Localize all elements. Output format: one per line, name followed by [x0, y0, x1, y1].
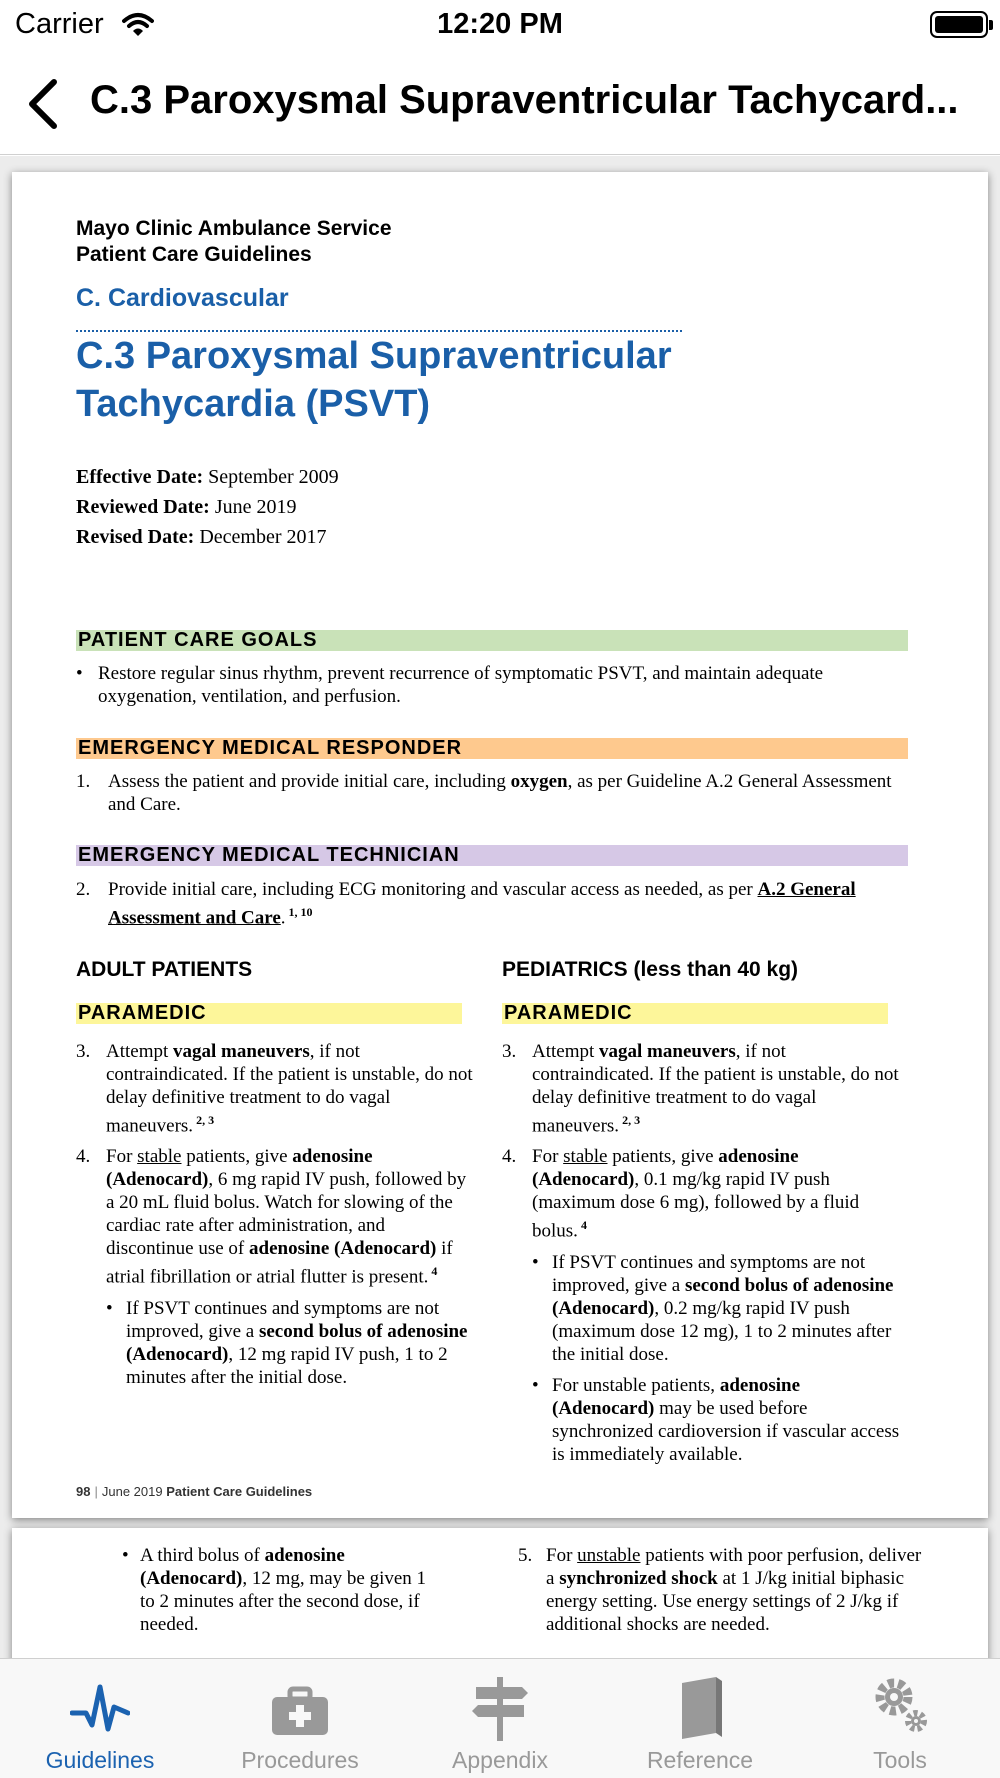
heartbeat-icon	[70, 1673, 130, 1743]
title-line-2: Tachycardia (PSVT)	[76, 383, 431, 425]
tab-bar	[0, 1658, 1000, 1778]
goals-header: PATIENT CARE GOALS	[76, 630, 908, 651]
organization-header	[76, 216, 392, 268]
tab-label: Tools	[873, 1747, 927, 1773]
adult-paramedic-header: PARAMEDIC	[76, 1003, 462, 1024]
third-bolus-bullet: • A third bolus of adenosine (Adenocard), 12 mg, may be given 1 to 2 minutes after the second dose, if needed.	[122, 1545, 427, 1635]
battery-icon	[930, 11, 988, 38]
medical-kit-icon	[270, 1673, 330, 1743]
goal-item: • Restore regular sinus rhythm, prevent recurrence of symptomatic PSVT, and maintain adequate oxygenation, ventilation, and perfusion.	[76, 663, 824, 707]
revised-date: Revised Date: December 2017	[76, 526, 327, 548]
peds-step-4: 4. For stable patients, give adenosine (Adenocard), 0.1 mg/kg rapid IV push (maximum dose 6 mg), followed by a fluid bolus. $^4$	[502, 1146, 860, 1242]
signpost-icon	[470, 1673, 530, 1743]
nav-title: C.3 Paroxysmal Supraventricular Tachycard...	[90, 78, 959, 122]
date-block	[76, 462, 339, 552]
guideline-link[interactable]: A.2 General Assessment and Care	[108, 879, 856, 929]
footer-title: Patient Care Guidelines	[166, 1484, 313, 1499]
pdf-viewer[interactable]	[0, 156, 1000, 1658]
adult-step-5: 5. For unstable patients with poor perfusion, deliver a synchronized shock at 1 J/kg initial biphasic energy setting. Use energy settings of 2 J/kg if additional shocks are needed.	[518, 1545, 922, 1635]
peds-step-3: 3. Attempt vagal maneuvers, if not contraindicated. If the patient is unstable, do not delay definitive treatment to do vagal maneuvers. $^{2, 3}$	[502, 1041, 899, 1137]
carrier-label: Carrier	[15, 8, 104, 40]
org-name: Mayo Clinic Ambulance Service	[76, 217, 392, 240]
gears-icon	[870, 1673, 930, 1743]
adult-step-3: 3. Attempt vagal maneuvers, if not contraindicated. If the patient is unstable, do not delay definitive treatment to do vagal maneuvers. $^{2, 3}$	[76, 1041, 473, 1137]
emr-header: EMERGENCY MEDICAL RESPONDER	[76, 738, 908, 759]
document-title	[76, 332, 736, 428]
emt-step: 2. Provide initial care, including ECG monitoring and vascular access as needed, as per A.2 General Assessment and Care. $^{1, 10}$	[76, 879, 856, 929]
back-chevron-icon[interactable]	[24, 78, 70, 130]
tab-appendix[interactable]	[400, 1659, 600, 1778]
book-icon	[670, 1673, 730, 1743]
reviewed-date: Reviewed Date: June 2019	[76, 496, 297, 518]
page-footer: 98 | June 2019 Patient Care Guidelines	[76, 1484, 313, 1499]
page-number: 98	[76, 1484, 91, 1499]
adult-bullet-second-bolus: • If PSVT continues and symptoms are not improved, give a second bolus of adenosine (Adenocard), 12 mg rapid IV push, 1 to 2 minutes after the initial dose.	[106, 1297, 468, 1388]
tab-guidelines[interactable]	[0, 1659, 200, 1778]
adult-patients-heading: ADULT PATIENTS	[76, 958, 253, 981]
tab-tools[interactable]	[800, 1659, 1000, 1778]
tab-label: Procedures	[241, 1747, 359, 1773]
document-page-next	[12, 1528, 988, 1658]
emt-header: EMERGENCY MEDICAL TECHNICIAN	[76, 845, 908, 866]
emr-step: 1. Assess the patient and provide initial care, including oxygen, as per Guideline A.2 General Assessment and Care.	[76, 771, 892, 815]
document-page	[12, 172, 988, 1518]
pediatrics-heading: PEDIATRICS (less than 40 kg)	[502, 958, 799, 981]
status-bar	[0, 0, 1000, 50]
peds-bullet-unstable: • For unstable patients, adenosine (Adenocard) may be used before synchronized cardioversion if vascular access is immediately available.	[532, 1374, 900, 1465]
adult-step-4: 4. For stable patients, give adenosine (Adenocard), 6 mg rapid IV push, followed by a 20 mL fluid bolus. Watch for slowing of the cardiac rate after administration, and discontinue use of adenosine (Adenocard) if atrial fibrillation or atrial flutter is present. $^4$	[76, 1146, 467, 1288]
tab-reference[interactable]	[600, 1659, 800, 1778]
org-subtitle: Patient Care Guidelines	[76, 243, 312, 266]
title-line-1: C.3 Paroxysmal Supraventricular	[76, 335, 672, 377]
section-heading: C. Cardiovascular	[76, 284, 289, 312]
peds-paramedic-header: PARAMEDIC	[502, 1003, 888, 1024]
tab-procedures[interactable]	[200, 1659, 400, 1778]
tab-label: Guidelines	[45, 1747, 155, 1773]
peds-bullet-second-bolus: • If PSVT continues and symptoms are not improved, give a second bolus of adenosine (Adenocard), 0.2 mg/kg rapid IV push (maximum dose 12 mg), 1 to 2 minutes after the initial dose.	[532, 1251, 894, 1365]
navigation-bar	[0, 50, 1000, 155]
pediatrics-column	[502, 1040, 902, 1474]
footer-date: June 2019	[101, 1484, 163, 1499]
tab-label: Appendix	[452, 1747, 548, 1773]
effective-date: Effective Date: September 2009	[76, 466, 339, 488]
clock: 12:20 PM	[437, 8, 563, 40]
adult-column	[76, 1040, 476, 1397]
tab-label: Reference	[646, 1747, 754, 1773]
